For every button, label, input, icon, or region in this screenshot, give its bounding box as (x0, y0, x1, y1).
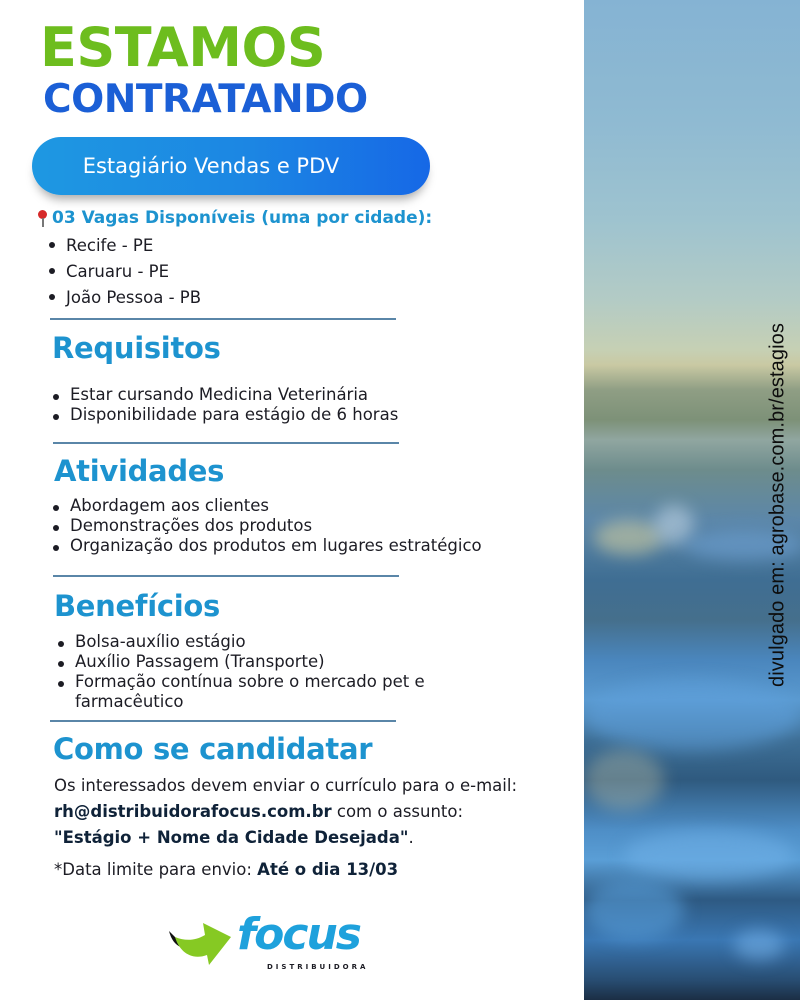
map-pin-icon (36, 208, 48, 228)
benefits-list (55, 632, 475, 712)
activities-heading: Atividades (54, 454, 225, 488)
green-arrow-icon (165, 915, 237, 969)
email-link[interactable]: rh@distribuidorafocus.com.br (54, 802, 332, 821)
source-caption: divulgado em: agrobase.com.br/estagios (766, 322, 789, 688)
apply-instructions (54, 773, 534, 851)
list-item: João Pessoa - PB (46, 285, 201, 311)
logo-wordmark: focus (237, 909, 360, 960)
list-item: Demonstrações dos produtos (50, 516, 482, 536)
city-list (46, 233, 201, 311)
apply-text-2: com o assunto: (331, 802, 464, 821)
vacancies-heading (36, 208, 432, 228)
apply-text-3: . (408, 828, 414, 847)
apply-text-1: Os interessados devem enviar o currículo para o e-mail: (54, 776, 517, 795)
vacancies-heading-text: 03 Vagas Disponíveis (uma por cidade): (52, 208, 433, 228)
list-item: Abordagem aos clientes (50, 496, 482, 516)
requirements-heading: Requisitos (52, 331, 221, 365)
position-badge (32, 137, 430, 195)
list-item: Auxílio Passagem (Transporte) (55, 652, 475, 672)
benefits-heading: Benefícios (54, 589, 220, 623)
email-subject: "Estágio + Nome da Cidade Desejada" (54, 828, 409, 847)
company-logo (165, 909, 369, 975)
position-label: Estagiário Vendas e PDV (82, 154, 340, 178)
title-line-1: ESTAMOS (40, 16, 326, 79)
divider (50, 720, 396, 722)
activities-list (50, 496, 482, 556)
list-item: Bolsa-auxílio estágio (55, 632, 475, 652)
list-item: Recife - PE (46, 233, 201, 259)
deadline-value: Até o dia 13/03 (257, 860, 399, 879)
apply-heading: Como se candidatar (53, 732, 373, 766)
list-item: Caruaru - PE (46, 259, 201, 285)
deadline-label: *Data limite para envio: (54, 860, 258, 879)
list-item: Disponibilidade para estágio de 6 horas (50, 405, 398, 425)
list-item: Organização dos produtos em lugares estratégico (50, 536, 482, 556)
title-line-2: CONTRATANDO (43, 77, 368, 122)
logo-subtitle: DISTRIBUIDORA (267, 963, 369, 971)
divider (50, 318, 396, 320)
divider (53, 442, 399, 444)
deadline (54, 860, 398, 879)
requirements-list (50, 385, 398, 425)
list-item: Estar cursando Medicina Veterinária (50, 385, 398, 405)
list-item: Formação contínua sobre o mercado pet e farmacêutico (55, 672, 475, 712)
divider (53, 575, 399, 577)
